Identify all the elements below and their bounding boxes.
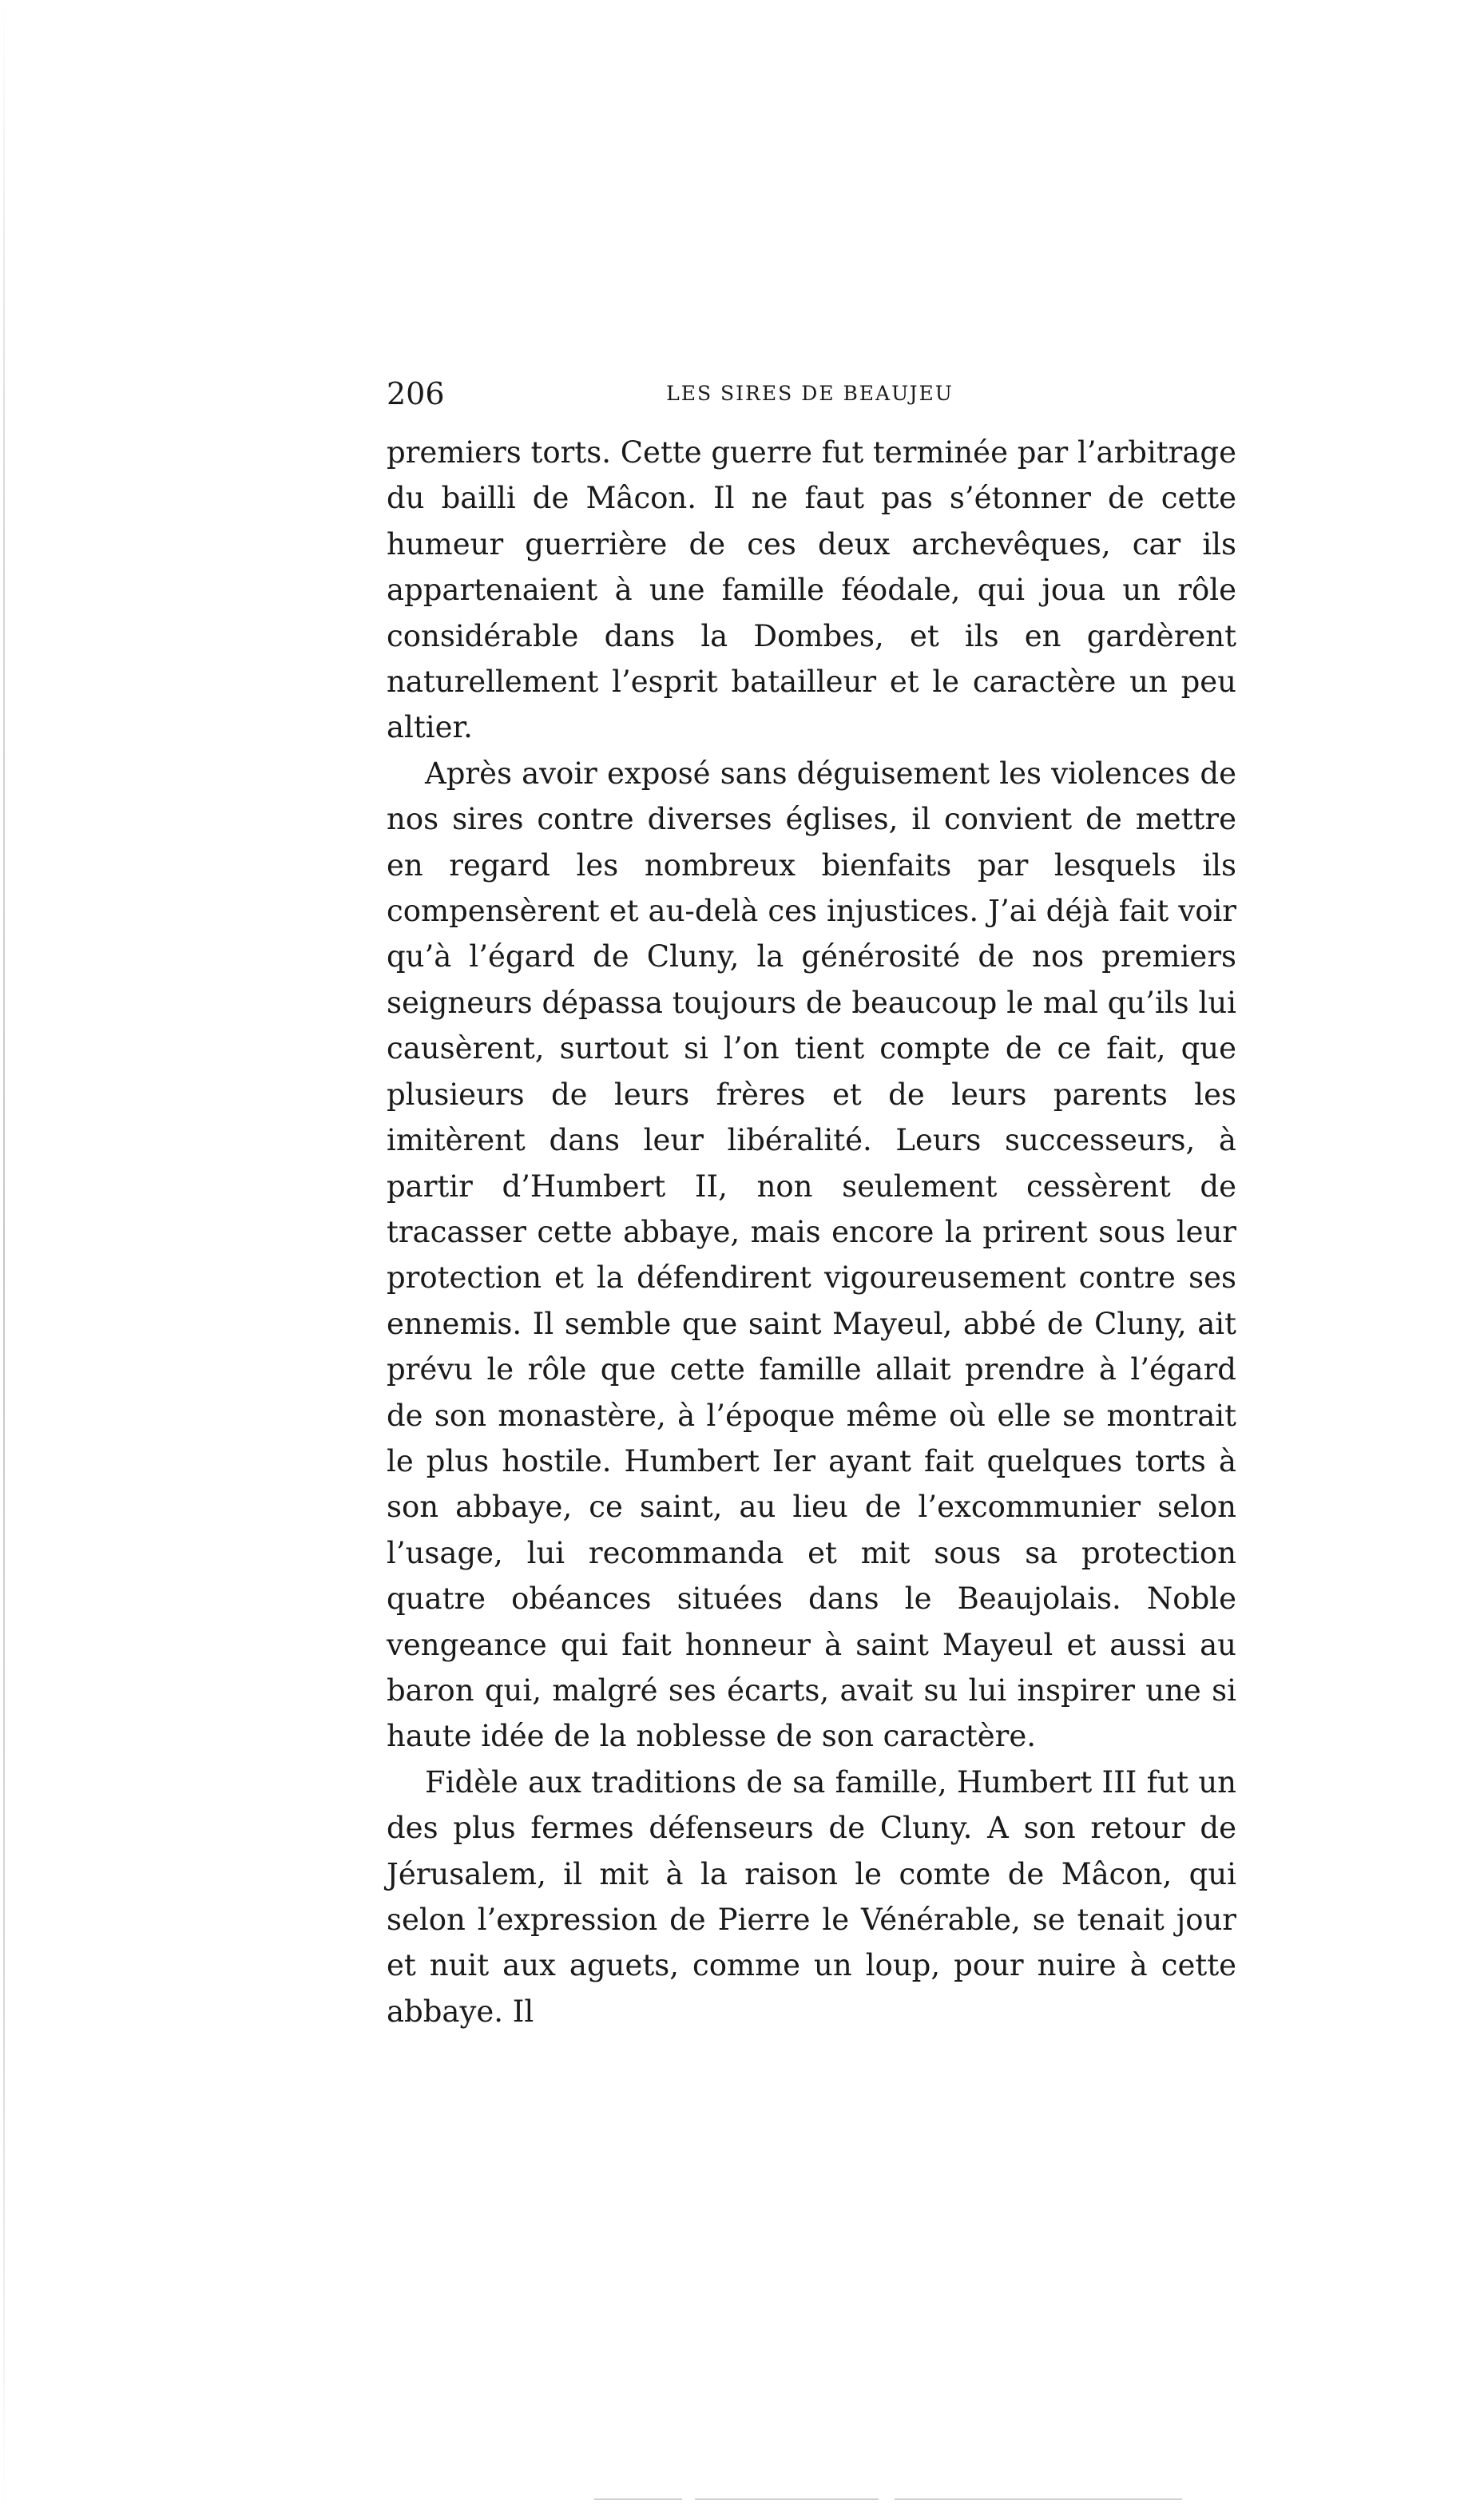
page-header (387, 374, 1233, 422)
scan-artifact-line (695, 2498, 879, 2500)
paragraph-2: Après avoir exposé sans déguisement les violences de nos sires contre diverses églises, il convient de mettre en regard les nombreux bienfaits par lesquels ils compensèrent et au-delà ces injustices. J’ai déjà fait voir qu’à l’égard de Cluny, la générosité de nos premiers seigneurs dépassa toujours de beaucoup le mal qu’ils lui causèrent, surtout si l’on tient compte de ce fait, que plusieurs de leurs frères et de leurs parents les imitèrent dans leur libéralité. Leurs successeurs, à partir d’Humbert II, non seulement cessèrent de tracasser cette abbaye, mais encore la prirent sous leur protection et la défendirent vigoureusement contre ses ennemis. Il semble que saint Mayeul, abbé de Cluny, ait prévu le rôle que cette famille allait prendre à l’égard de son monastère, à l’époque même où elle se montrait le plus hostile. Humbert Ier ayant fait quelques torts à son abbaye, ce saint, au lieu de l’excommunier selon l’usage, lui recommanda et mit sous sa protection quatre obéances situées dans le Beaujolais. Noble vengeance qui fait honneur à saint Mayeul et aussi au baron qui, malgré ses écarts, avait su lui inspirer une si haute idée de la noblesse de son caractère. (387, 756, 1236, 1754)
running-title: LES SIRES DE BEAUJEU (666, 382, 954, 405)
paragraph-3: Fidèle aux traditions de sa famille, Humbert III fut un des plus fermes défenseurs de Cluny. A son retour de Jérusalem, il mit à la raison le comte de Mâcon, qui selon l’expression de Pierre le Vénérable, se tenait jour et nuit aux aguets, comme un loup, pour nuire à cette abbaye. Il (387, 1764, 1236, 2029)
scan-artifact-line (594, 2498, 682, 2500)
page-edge-shadow (3, 0, 5, 2508)
scan-artifact-line (895, 2498, 1182, 2500)
body-text (387, 430, 1236, 2034)
page-number: 206 (387, 376, 445, 411)
paragraph-1: premiers torts. Cette guerre fut terminée par l’arbitrage du bailli de Mâcon. Il ne faut pas s’étonner de cette humeur guerrière de ces deux archevêques, car ils appartenaient à une famille féodale, qui joua un rôle considérable dans la Dombes, et ils en gardèrent naturellement l’esprit batailleur et le caractère un peu altier. (387, 435, 1236, 745)
